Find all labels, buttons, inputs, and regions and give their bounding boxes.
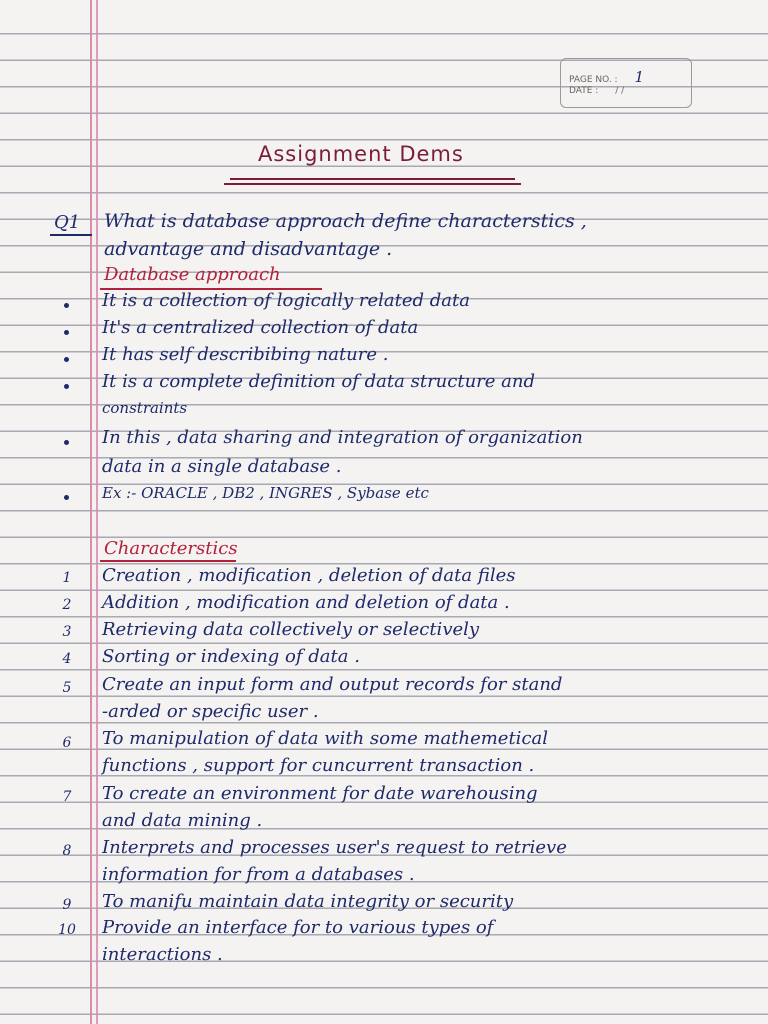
approach-bullet-4-cont: constraints	[102, 399, 188, 417]
characteristic-4: Sorting or indexing of data .	[102, 646, 360, 667]
characteristic-1: Creation , modification , deletion of data files	[102, 565, 516, 586]
item-number: 7	[62, 789, 72, 805]
question-line-1: What is database approach define characterstics ,	[104, 210, 587, 232]
characteristic-2: Addition , modification and deletion of data .	[102, 592, 510, 613]
characteristics-underline	[100, 560, 236, 562]
approach-bullet-5-cont: data in a single database .	[102, 456, 342, 477]
date-value: / /	[615, 86, 625, 96]
item-number: 6	[62, 735, 72, 751]
question-label-underline	[50, 234, 92, 236]
characteristic-10-cont: interactions .	[102, 944, 223, 965]
bullet-dot	[64, 357, 69, 362]
database-approach-heading: Database approach	[104, 264, 281, 285]
characteristic-7: To create an environment for date warehousing	[102, 783, 538, 804]
characteristic-5-cont: -arded or specific user .	[102, 701, 319, 722]
approach-bullet-2: It's a centralized collection of data	[102, 317, 419, 338]
characteristic-6-cont: functions , support for cuncurrent transaction .	[102, 755, 535, 776]
question-label: Q1	[54, 212, 81, 233]
assignment-title: Assignment Dems	[258, 142, 464, 166]
characteristic-3: Retrieving data collectively or selectively	[102, 619, 480, 640]
title-underline	[224, 183, 521, 185]
approach-bullet-5: In this , data sharing and integration of organization	[102, 427, 583, 448]
bullet-dot	[64, 330, 69, 335]
bullet-dot	[64, 303, 69, 308]
margin-line-right	[96, 0, 98, 1024]
bullet-dot	[64, 384, 69, 389]
item-number: 1	[62, 570, 72, 586]
title-underline	[230, 178, 515, 180]
characteristic-8: Interprets and processes user's request to retrieve	[102, 837, 567, 858]
date-row	[569, 86, 624, 96]
item-number: 10	[58, 922, 76, 938]
approach-bullet-1: It is a collection of logically related data	[102, 290, 470, 311]
date-label: DATE :	[569, 86, 599, 96]
characteristic-5: Create an input form and output records for stand	[102, 674, 563, 695]
item-number: 8	[62, 843, 72, 859]
approach-bullet-6: Ex :- ORACLE , DB2 , INGRES , Sybase etc	[102, 484, 429, 502]
item-number: 9	[62, 897, 72, 913]
characteristic-8-cont: information for from a databases .	[102, 864, 415, 885]
page-number-box	[560, 58, 692, 108]
item-number: 2	[62, 597, 72, 613]
page-no-row	[569, 68, 644, 86]
characteristic-9: To manifu maintain data integrity or security	[102, 891, 514, 912]
item-number: 4	[62, 651, 72, 667]
bullet-dot	[64, 440, 69, 445]
page-no-label: PAGE NO. :	[569, 75, 618, 85]
item-number: 5	[62, 680, 72, 696]
characteristic-10: Provide an interface for to various types of	[102, 917, 494, 938]
characteristic-6: To manipulation of data with some mathemetical	[102, 728, 549, 749]
characteristics-heading: Characterstics	[104, 538, 238, 559]
item-number: 3	[62, 624, 72, 640]
bullet-dot	[64, 495, 69, 500]
approach-bullet-3: It has self describibing nature .	[102, 344, 389, 365]
approach-bullet-4: It is a complete definition of data structure and	[102, 371, 535, 392]
margin-line-left	[90, 0, 92, 1024]
page-no-value: 1	[634, 68, 644, 86]
question-line-2: advantage and disadvantage .	[104, 238, 393, 260]
characteristic-7-cont: and data mining .	[102, 810, 263, 831]
